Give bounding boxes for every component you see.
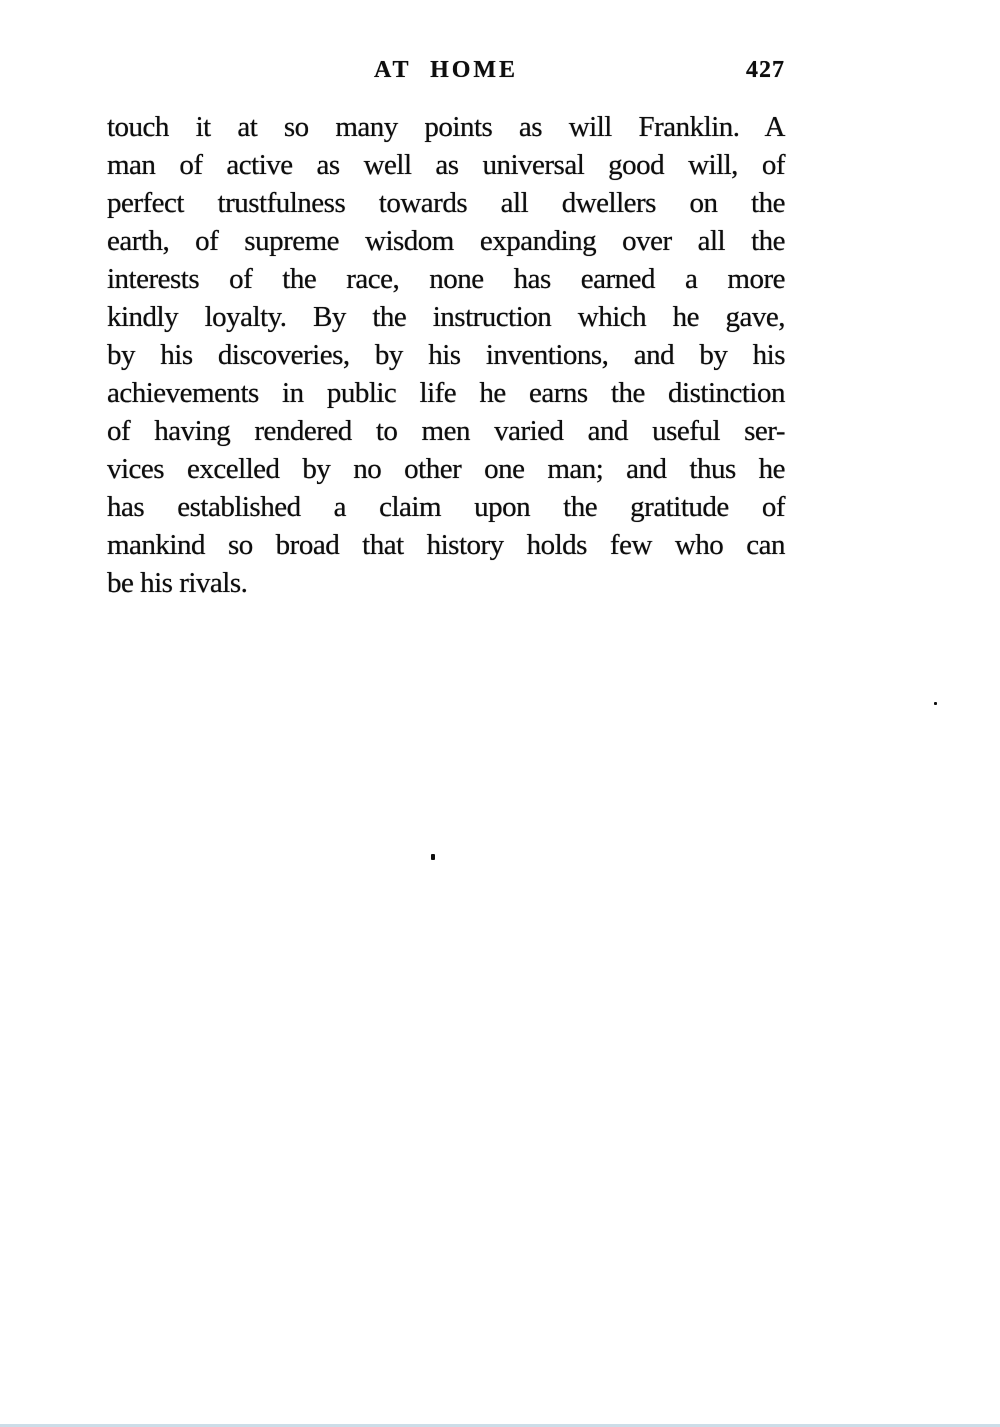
body-line: has established a claim upon the gratitude of — [107, 491, 785, 523]
body-line: earth, of supreme wisdom expanding over all the — [107, 225, 785, 257]
running-head: AT HOME — [373, 57, 519, 83]
body-line: kindly loyalty. By the instruction which he gave, — [107, 301, 785, 333]
body-line: achievements in public life he earns the distinction — [107, 377, 785, 409]
body-line: of having rendered to men varied and useful ser- — [107, 415, 785, 447]
body-line: man of active as well as universal good will, of — [107, 149, 785, 181]
body-line: interests of the race, none has earned a more — [107, 263, 785, 295]
page-header — [107, 57, 785, 87]
body-line: perfect trustfulness towards all dwellers on the — [107, 187, 785, 219]
body-text-block — [107, 108, 785, 602]
body-line: mankind so broad that history holds few who can — [107, 529, 785, 561]
body-line: be his rivals. — [107, 567, 248, 599]
body-line: by his discoveries, by his inventions, and by his — [107, 339, 785, 371]
ink-speck — [934, 702, 937, 705]
body-line: touch it at so many points as will Franklin. A — [107, 111, 785, 143]
body-line: vices excelled by no other one man; and thus he — [107, 453, 785, 485]
ink-speck — [431, 854, 435, 860]
page-number: 427 — [746, 57, 785, 83]
